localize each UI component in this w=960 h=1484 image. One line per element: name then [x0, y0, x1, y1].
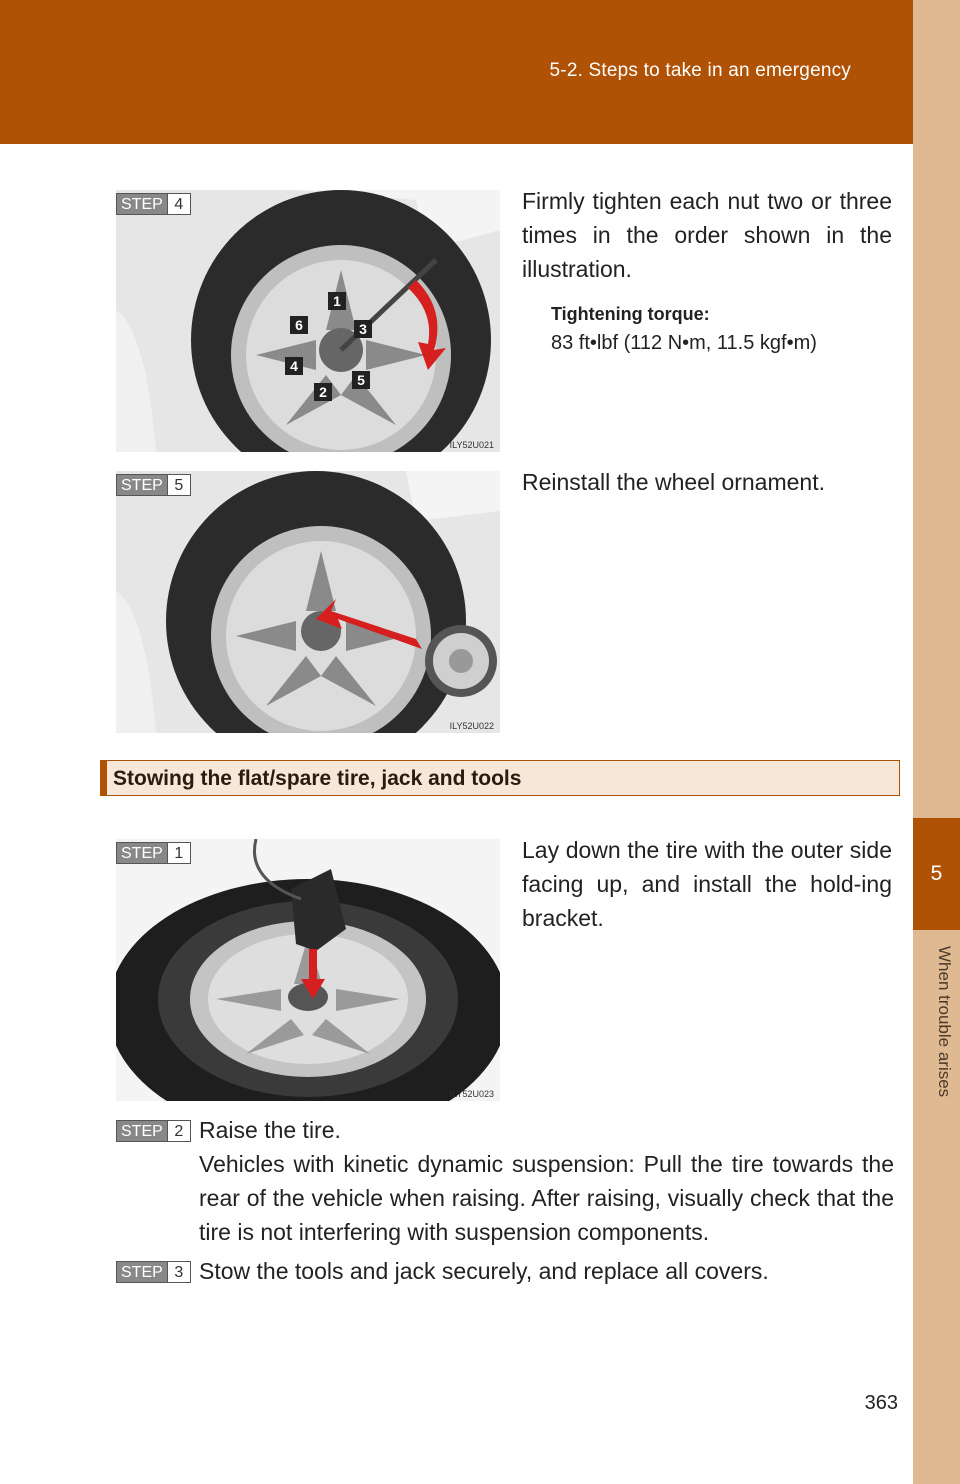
illustration-wheel-ornament — [116, 471, 500, 733]
step-label: STEP — [116, 1120, 168, 1142]
torque-value: 83 ft•lbf (112 N•m, 11.5 kgf•m) — [551, 332, 817, 354]
page-number: 363 — [864, 1392, 898, 1414]
step-text: Reinstall the wheel ornament. — [522, 469, 825, 495]
step-number: 5 — [168, 474, 191, 496]
section-heading — [100, 760, 900, 796]
image-code: ILY52U021 — [449, 440, 494, 450]
step-number: 2 — [168, 1120, 191, 1142]
section-title: 5-2. Steps to take in an emergency — [549, 60, 851, 81]
image-code: ILY52U023 — [449, 1089, 494, 1099]
step-number: 3 — [168, 1261, 191, 1283]
step-label: STEP — [116, 842, 168, 864]
step-text: Stow the tools and jack securely, and replace all covers. — [199, 1258, 769, 1284]
step-label: STEP — [116, 1261, 168, 1283]
step-text: Raise the tire. — [199, 1117, 341, 1143]
image-code: ILY52U022 — [449, 721, 494, 731]
step-number: 4 — [168, 193, 191, 215]
section-heading-text: Stowing the flat/spare tire, jack and tools — [113, 767, 522, 790]
nut-number: 6 — [290, 316, 308, 334]
step-label: STEP — [116, 474, 168, 496]
step-label: STEP — [116, 193, 168, 215]
illustration-tighten-nuts — [116, 190, 500, 452]
chapter-title: When trouble arises — [935, 946, 954, 1098]
chapter-sidebar — [913, 0, 960, 1484]
step-text: Firmly tighten each nut two or three times in the order shown in the illustration. — [522, 188, 892, 282]
step-badge — [116, 842, 191, 864]
step-badge — [116, 1120, 191, 1142]
header-bar — [0, 0, 913, 144]
step-text: Lay down the tire with the outer side facing up, and install the hold-ing bracket. — [522, 837, 892, 931]
nut-number: 1 — [328, 292, 346, 310]
step-subtext: Vehicles with kinetic dynamic suspension: Pull the tire towards the rear of the vehicle when raising. After raising, visually check that the tire is not interfering with suspension components. — [199, 1151, 894, 1245]
nut-number: 3 — [354, 320, 372, 338]
step-badge — [116, 474, 191, 496]
illustration-holding-bracket — [116, 839, 500, 1101]
heading-accent-bar — [101, 761, 107, 795]
step-number: 1 — [168, 842, 191, 864]
step-badge — [116, 193, 191, 215]
torque-label: Tightening torque: — [551, 304, 710, 324]
nut-number: 4 — [285, 357, 303, 375]
nut-number: 5 — [352, 371, 370, 389]
nut-number: 2 — [314, 383, 332, 401]
chapter-tab[interactable]: 5 — [913, 818, 960, 930]
step-badge — [116, 1261, 191, 1283]
